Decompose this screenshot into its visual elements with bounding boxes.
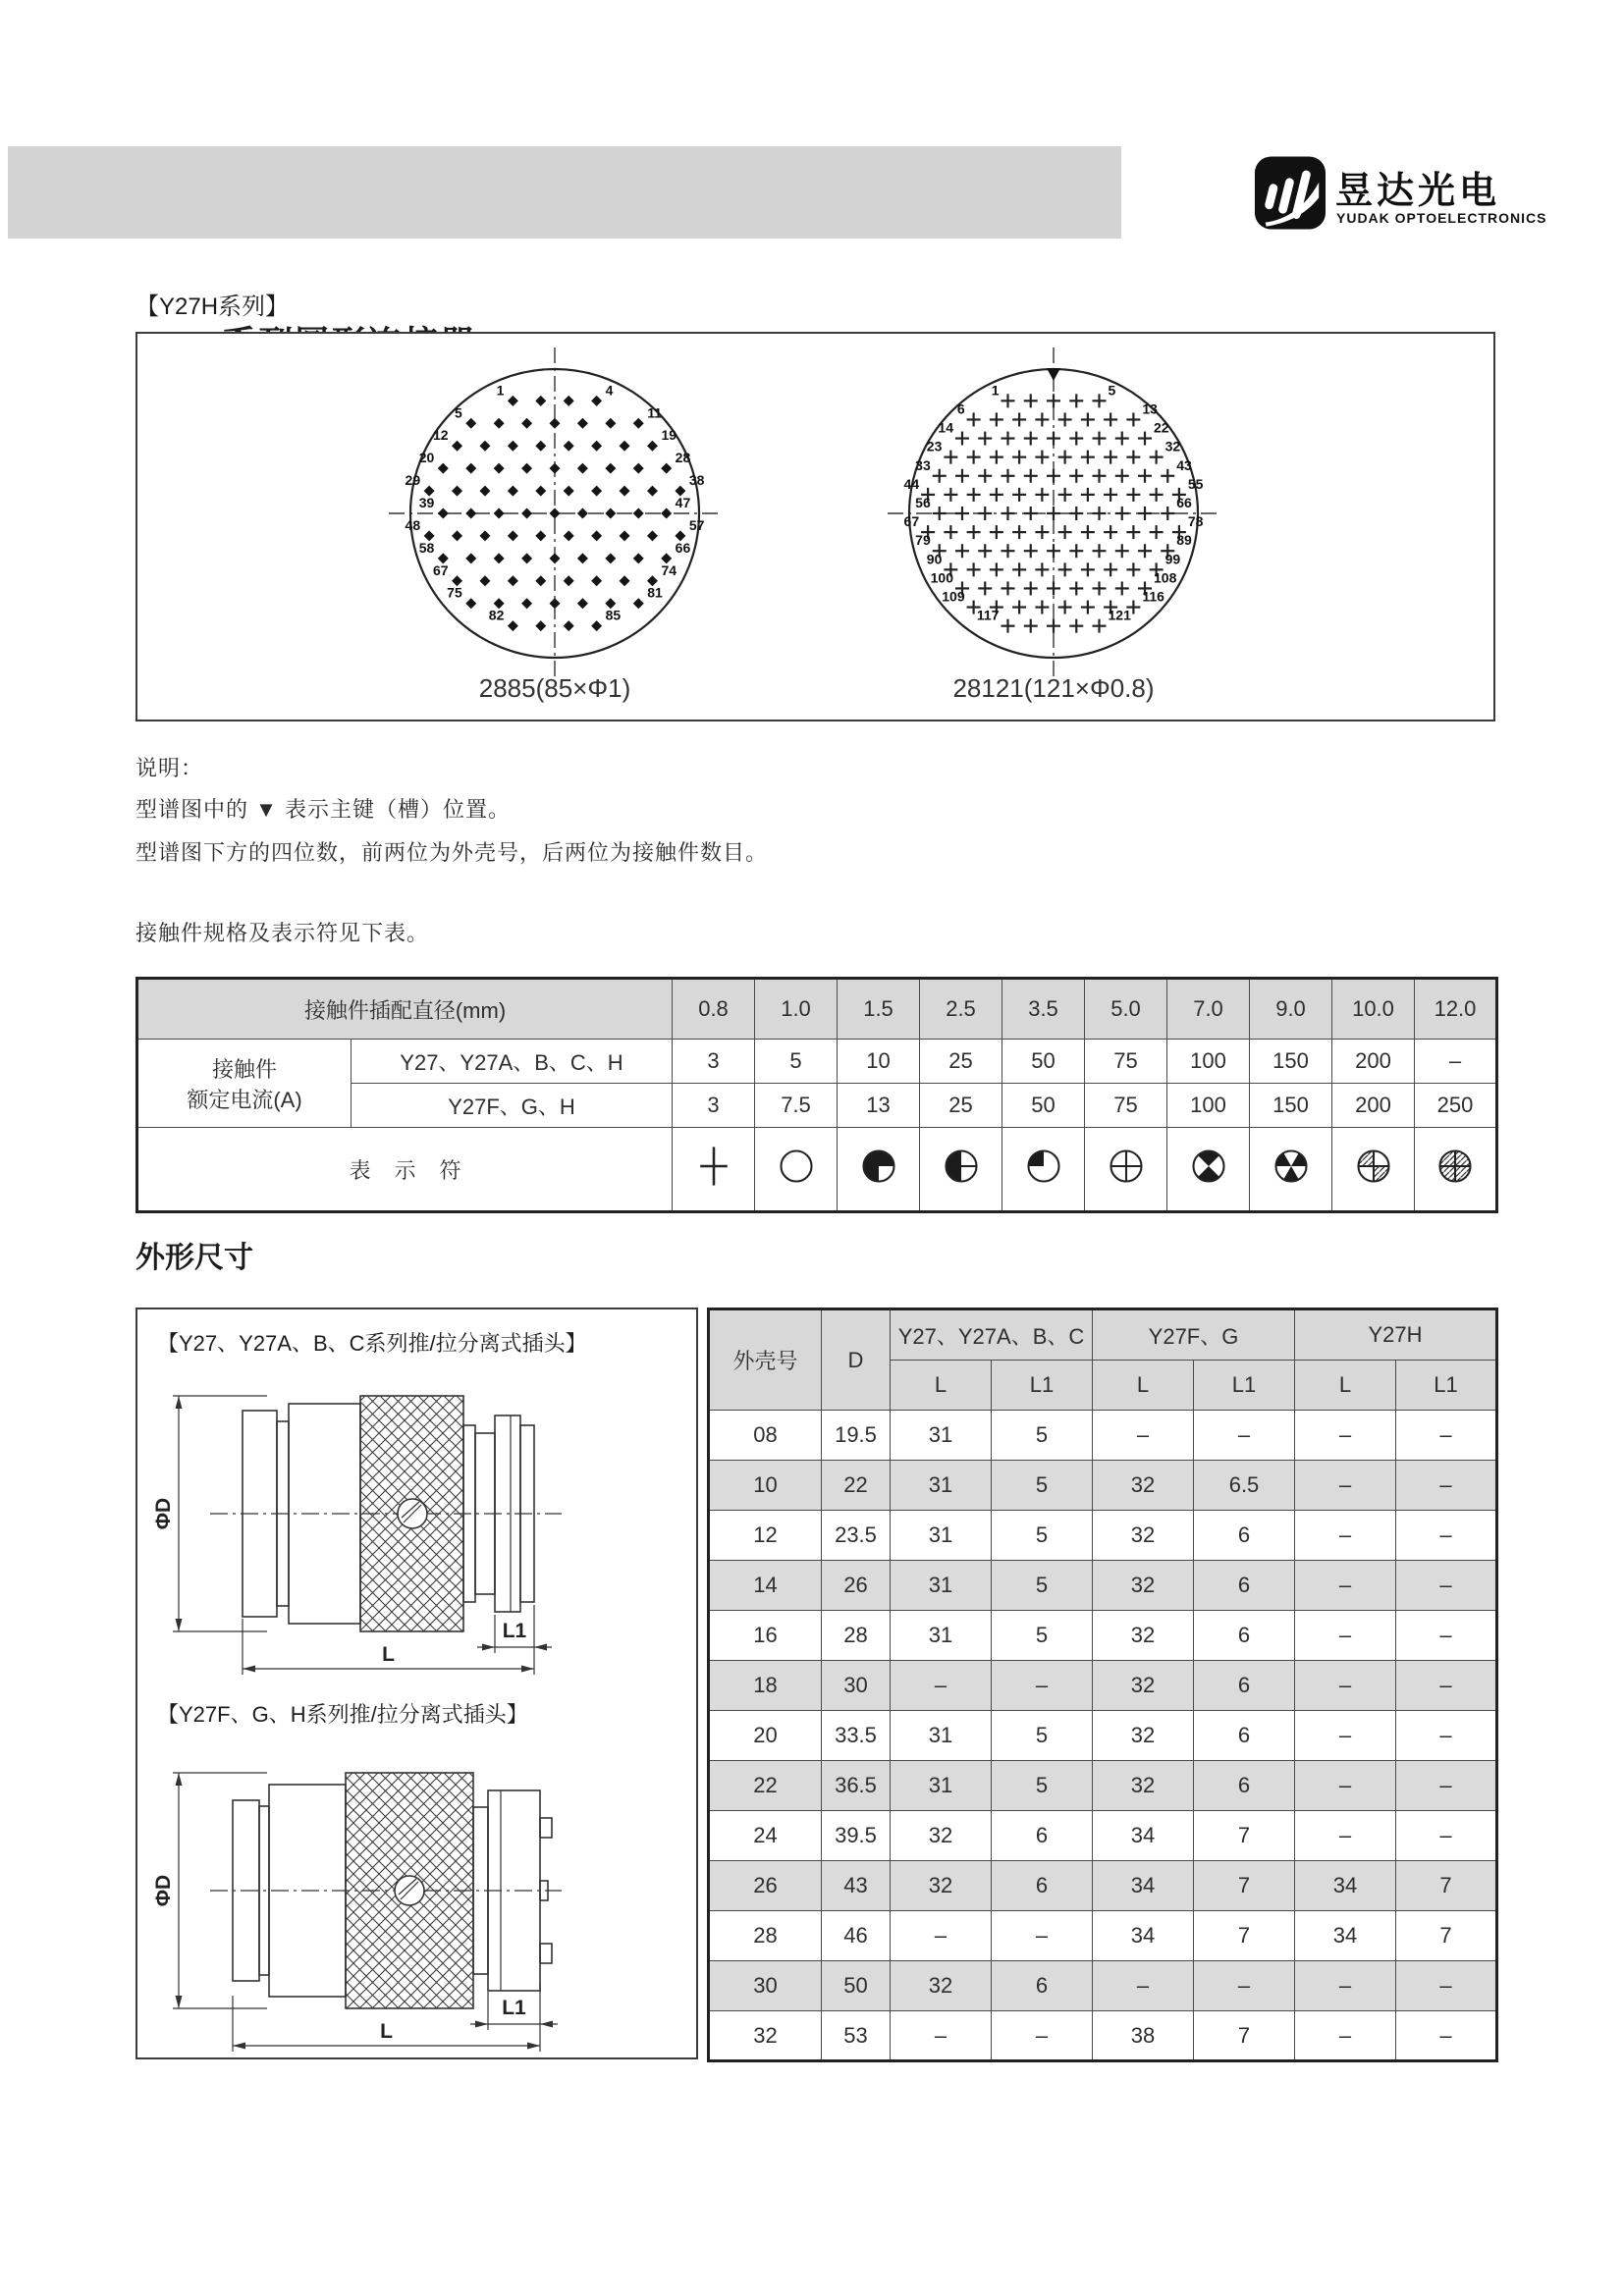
symbol-row-label: 表示符 <box>137 1128 673 1212</box>
svg-text:67: 67 <box>903 513 920 530</box>
circle-hatch-two-quadrants-icon <box>1332 1128 1415 1212</box>
svg-text:ΦD: ΦD <box>152 1497 175 1530</box>
dimension-cell: 32 <box>1093 1561 1194 1611</box>
dimension-cell: 32 <box>1093 1511 1194 1561</box>
dimension-cell: 30 <box>822 1661 891 1711</box>
dimension-cell: 5 <box>992 1411 1093 1461</box>
dimension-cell: 32 <box>1093 1461 1194 1511</box>
current-value: 25 <box>920 1040 1002 1084</box>
current-value: 100 <box>1167 1040 1250 1084</box>
dimension-cell: 39.5 <box>822 1811 891 1861</box>
svg-text:4: 4 <box>605 382 614 399</box>
svg-text:43: 43 <box>1176 456 1192 473</box>
svg-text:29: 29 <box>405 472 421 489</box>
shell-number-cell: 16 <box>709 1611 822 1661</box>
svg-text:109: 109 <box>942 588 965 605</box>
plug-drawing-label: 【Y27F、G、H系列推/拉分离式插头】 <box>157 1702 528 1727</box>
dimension-cell: 32 <box>891 1861 992 1911</box>
current-value: 200 <box>1332 1084 1415 1128</box>
svg-text:6: 6 <box>956 400 965 417</box>
svg-text:32: 32 <box>1164 438 1181 454</box>
current-value: 13 <box>838 1084 920 1128</box>
dimension-cell: 34 <box>1093 1811 1194 1861</box>
brand-name-cn: 昱达光电 <box>1335 171 1501 212</box>
svg-text:121: 121 <box>1108 607 1131 623</box>
dimension-cell: – <box>992 1911 1093 1961</box>
dimension-cell: – <box>1396 1461 1497 1511</box>
diameter-value: 7.0 <box>1167 979 1250 1040</box>
current-value: 75 <box>1085 1084 1167 1128</box>
dimension-cell: 26 <box>822 1561 891 1611</box>
svg-text:99: 99 <box>1164 551 1181 567</box>
current-value: 50 <box>1002 1040 1085 1084</box>
notes-title: 说明： <box>135 756 204 780</box>
dimension-cell: – <box>1295 1661 1396 1711</box>
dimension-cell: 33.5 <box>822 1711 891 1761</box>
svg-text:23: 23 <box>926 438 943 454</box>
svg-text:75: 75 <box>447 584 462 601</box>
circle-pinwheel-6-icon <box>1250 1128 1332 1212</box>
plug-drawing-y27fgh <box>149 1734 571 2057</box>
group-header: Y27、Y27A、B、C <box>891 1309 1093 1361</box>
series-name: Y27F、G、H <box>352 1084 673 1128</box>
dimension-cell: 46 <box>822 1911 891 1961</box>
shell-number-cell: 14 <box>709 1561 822 1611</box>
dimension-cell: 7 <box>1396 1861 1497 1911</box>
pin-diagram-28121 <box>867 327 1240 700</box>
svg-text:1: 1 <box>496 382 505 399</box>
svg-text:11: 11 <box>647 404 663 421</box>
current-value: 75 <box>1085 1040 1167 1084</box>
dimension-cell: – <box>1295 1711 1396 1761</box>
circle-bowtie-vertical-icon <box>1167 1128 1250 1212</box>
shell-number-cell: 18 <box>709 1661 822 1711</box>
dimension-cell: – <box>1295 1411 1396 1461</box>
current-value: 3 <box>673 1084 755 1128</box>
current-value: 7.5 <box>755 1084 838 1128</box>
dimension-cell: – <box>1295 1511 1396 1561</box>
svg-text:22: 22 <box>1154 419 1169 436</box>
svg-text:74: 74 <box>661 561 677 578</box>
shell-number-cell: 30 <box>709 1961 822 2011</box>
dimension-cell: 32 <box>891 1811 992 1861</box>
current-value: 50 <box>1002 1084 1085 1128</box>
circle-three-quarter-icon <box>838 1128 920 1212</box>
dimension-cell: 6 <box>1194 1561 1295 1611</box>
svg-text:67: 67 <box>432 561 449 578</box>
svg-text:5: 5 <box>454 404 462 421</box>
dimension-cell: 32 <box>1093 1661 1194 1711</box>
table-row <box>709 1561 1497 1611</box>
dimension-cell: – <box>891 1661 992 1711</box>
dimension-cell: – <box>992 1661 1093 1711</box>
diameter-value: 9.0 <box>1250 979 1332 1040</box>
svg-text:ΦD: ΦD <box>152 1874 175 1907</box>
dimension-cell: 6 <box>1194 1711 1295 1761</box>
dimension-cell: 38 <box>1093 2011 1194 2061</box>
table-row <box>709 1611 1497 1661</box>
dimension-cell: 31 <box>891 1761 992 1811</box>
svg-text:48: 48 <box>405 516 421 533</box>
dimension-cell: 34 <box>1093 1911 1194 1961</box>
dimension-cell: 50 <box>822 1961 891 2011</box>
svg-text:39: 39 <box>418 495 435 510</box>
shell-number-cell: 26 <box>709 1861 822 1911</box>
table-row <box>709 1711 1497 1761</box>
svg-text:55: 55 <box>1187 475 1204 492</box>
dimension-cell: 5 <box>992 1761 1093 1811</box>
diameter-value: 0.8 <box>673 979 755 1040</box>
series-heading: 【Y27H系列】 <box>135 294 290 320</box>
svg-text:38: 38 <box>688 472 705 489</box>
dimension-cell: 31 <box>891 1511 992 1561</box>
sub-header: L <box>1295 1361 1396 1411</box>
svg-text:79: 79 <box>915 532 931 549</box>
dimension-cell: – <box>1396 1611 1497 1661</box>
svg-text:78: 78 <box>1187 513 1204 530</box>
current-value: 100 <box>1167 1084 1250 1128</box>
dimension-cell: – <box>891 2011 992 2061</box>
table-row <box>709 1661 1497 1711</box>
sub-header: L1 <box>1194 1361 1295 1411</box>
shell-number-cell: 32 <box>709 2011 822 2061</box>
diameter-value: 1.5 <box>838 979 920 1040</box>
dimension-cell: – <box>1295 1761 1396 1811</box>
dimension-cell: – <box>1093 1961 1194 2011</box>
dimension-cell: 36.5 <box>822 1761 891 1811</box>
sub-header: L1 <box>992 1361 1093 1411</box>
dimension-cell: 23.5 <box>822 1511 891 1561</box>
svg-text:L1: L1 <box>502 1997 526 2019</box>
rated-current-label-line2: 额定电流(A) <box>187 1087 302 1112</box>
d-header: D <box>822 1309 891 1411</box>
current-value: 5 <box>755 1040 838 1084</box>
circle-half-left-cross-icon <box>920 1128 1002 1212</box>
dimension-cell: 7 <box>1194 2011 1295 2061</box>
dimension-cell: – <box>992 2011 1093 2061</box>
pin-diagram-panel <box>135 332 1495 721</box>
dimension-cell: – <box>1396 1661 1497 1711</box>
rated-current-label-line1: 接触件 <box>211 1056 277 1082</box>
circle-quarter-tl-icon <box>1002 1128 1085 1212</box>
dimension-cell: 5 <box>992 1561 1093 1611</box>
svg-text:33: 33 <box>915 456 931 473</box>
dimension-cell: 7 <box>1194 1811 1295 1861</box>
dimension-cell: – <box>1295 1611 1396 1661</box>
table-row <box>709 1961 1497 2011</box>
shell-number-cell: 12 <box>709 1511 822 1561</box>
svg-text:66: 66 <box>1176 495 1192 510</box>
svg-text:89: 89 <box>1176 532 1192 549</box>
svg-text:13: 13 <box>1142 400 1158 417</box>
dimension-cell: – <box>1194 1411 1295 1461</box>
dimension-cell: – <box>1396 1511 1497 1561</box>
dimension-cell: 32 <box>1093 1611 1194 1661</box>
dimension-cell: – <box>891 1911 992 1961</box>
plug-drawing-label: 【Y27、Y27A、B、C系列推/拉分离式插头】 <box>157 1331 587 1356</box>
dimension-cell: 34 <box>1295 1911 1396 1961</box>
dimension-cell: 7 <box>1194 1911 1295 1961</box>
svg-text:81: 81 <box>647 584 663 601</box>
sub-header: L1 <box>1396 1361 1497 1411</box>
svg-text:44: 44 <box>903 475 920 492</box>
svg-text:L: L <box>380 2020 393 2043</box>
dimension-cell: – <box>1295 1561 1396 1611</box>
dimension-cell: 32 <box>1093 1761 1194 1811</box>
dimension-cell: 31 <box>891 1561 992 1611</box>
current-value: 150 <box>1250 1084 1332 1128</box>
dimension-cell: – <box>1295 2011 1396 2061</box>
brand-logo-icon <box>1254 155 1326 231</box>
dimension-cell: – <box>1093 1411 1194 1461</box>
current-value: 25 <box>920 1084 1002 1128</box>
dimension-cell: – <box>1295 1811 1396 1861</box>
diameter-value: 10.0 <box>1332 979 1415 1040</box>
current-value: 200 <box>1332 1040 1415 1084</box>
circle-empty-icon <box>755 1128 838 1212</box>
table-row <box>709 1461 1497 1511</box>
diameter-value: 1.0 <box>755 979 838 1040</box>
dimension-cell: 6.5 <box>1194 1461 1295 1511</box>
dimension-cell: – <box>1396 1561 1497 1611</box>
circle-hatch-full-icon <box>1415 1128 1497 1212</box>
dimension-cell: 5 <box>992 1511 1093 1561</box>
dimension-cell: 19.5 <box>822 1411 891 1461</box>
group-header: Y27H <box>1295 1309 1497 1361</box>
svg-text:L: L <box>382 1643 395 1666</box>
svg-text:12: 12 <box>432 427 449 444</box>
plug-drawing-y27abc <box>149 1357 571 1681</box>
shell-number-cell: 24 <box>709 1811 822 1861</box>
current-value: 3 <box>673 1040 755 1084</box>
sub-header: L <box>891 1361 992 1411</box>
svg-text:82: 82 <box>488 607 505 623</box>
series-name: Y27、Y27A、B、C、H <box>352 1040 673 1084</box>
diameter-value: 3.5 <box>1002 979 1085 1040</box>
svg-text:90: 90 <box>926 551 943 567</box>
diameter-value: 2.5 <box>920 979 1002 1040</box>
dimension-cell: – <box>1396 1411 1497 1461</box>
pin-diagram-2885 <box>368 327 741 700</box>
dimension-cell: 5 <box>992 1711 1093 1761</box>
dimension-cell: 32 <box>891 1961 992 2011</box>
dimension-cell: 7 <box>1194 1861 1295 1911</box>
dimension-cell: 6 <box>1194 1661 1295 1711</box>
dimension-cell: 5 <box>992 1611 1093 1661</box>
plus-contact-icon <box>673 1128 755 1212</box>
contact-spec-table <box>135 977 1498 1213</box>
table-row <box>709 1411 1497 1461</box>
brand-name-en: YUDAK OPTOELECTRONICS <box>1336 210 1547 226</box>
table-row <box>709 2011 1497 2061</box>
dimension-cell: – <box>1396 1811 1497 1861</box>
svg-text:117: 117 <box>976 607 1000 623</box>
dimension-cell: 6 <box>1194 1611 1295 1661</box>
note-line: 型谱图中的 ▼ 表示主键（槽）位置。 <box>135 797 512 822</box>
group-header: Y27F、G <box>1093 1309 1295 1361</box>
svg-text:20: 20 <box>418 450 435 466</box>
shell-number-cell: 28 <box>709 1911 822 1961</box>
dimensions-table <box>707 1308 1498 2062</box>
header-bar <box>8 146 1121 239</box>
note-line: 型谱图下方的四位数，前两位为外壳号，后两位为接触件数目。 <box>135 840 769 865</box>
dimension-cell: – <box>1396 1761 1497 1811</box>
dimension-cell: 53 <box>822 2011 891 2061</box>
svg-text:14: 14 <box>938 419 953 436</box>
table-row <box>709 1811 1497 1861</box>
dimension-cell: 32 <box>1093 1711 1194 1761</box>
svg-text:57: 57 <box>688 516 705 533</box>
dimension-cell: – <box>1396 1961 1497 2011</box>
svg-text:47: 47 <box>675 495 691 510</box>
dimension-cell: – <box>1295 1961 1396 2011</box>
dimension-cell: 22 <box>822 1461 891 1511</box>
svg-text:1: 1 <box>991 382 1000 399</box>
dimension-cell: 7 <box>1396 1911 1497 1961</box>
table-row <box>709 1761 1497 1811</box>
dimension-cell: 31 <box>891 1461 992 1511</box>
table-row <box>709 1861 1497 1911</box>
dimension-cell: 34 <box>1093 1861 1194 1911</box>
svg-text:5: 5 <box>1108 382 1116 399</box>
svg-text:108: 108 <box>1154 569 1177 586</box>
current-value: 150 <box>1250 1040 1332 1084</box>
dimension-cell: – <box>1194 1961 1295 2011</box>
svg-text:56: 56 <box>915 495 931 510</box>
svg-text:58: 58 <box>418 539 435 556</box>
dimension-cell: 28 <box>822 1611 891 1661</box>
diameter-value: 12.0 <box>1415 979 1497 1040</box>
dimension-cell: 6 <box>992 1861 1093 1911</box>
svg-text:100: 100 <box>930 569 953 586</box>
sub-header: L <box>1093 1361 1194 1411</box>
dimension-cell: 6 <box>992 1961 1093 2011</box>
shell-number-header: 外壳号 <box>709 1309 822 1411</box>
current-value: 250 <box>1415 1084 1497 1128</box>
shell-number-cell: 08 <box>709 1411 822 1461</box>
shell-number-cell: 22 <box>709 1761 822 1811</box>
svg-text:L1: L1 <box>502 1620 527 1642</box>
svg-text:19: 19 <box>661 427 677 444</box>
dimension-cell: 6 <box>992 1811 1093 1861</box>
note-line: 接触件规格及表示符见下表。 <box>135 921 430 945</box>
svg-text:85: 85 <box>605 607 622 623</box>
dimension-cell: 34 <box>1295 1861 1396 1911</box>
current-value: – <box>1415 1040 1497 1084</box>
dimension-cell: – <box>1295 1461 1396 1511</box>
svg-text:66: 66 <box>675 539 691 556</box>
shell-number-cell: 20 <box>709 1711 822 1761</box>
current-value: 10 <box>838 1040 920 1084</box>
dimension-cell: 6 <box>1194 1761 1295 1811</box>
dimension-cell: – <box>1396 1711 1497 1761</box>
diagram-caption: 28121(121×Φ0.8) <box>952 673 1155 703</box>
dimension-cell: 43 <box>822 1861 891 1911</box>
diameter-header: 接触件插配直径(mm) <box>137 979 673 1040</box>
table-row <box>709 1911 1497 1961</box>
circle-cross-icon <box>1085 1128 1167 1212</box>
dimension-cell: 6 <box>1194 1511 1295 1561</box>
table-row <box>709 1511 1497 1561</box>
diameter-value: 5.0 <box>1085 979 1167 1040</box>
dimension-cell: 5 <box>992 1461 1093 1511</box>
diagram-caption: 2885(85×Φ1) <box>478 673 631 703</box>
svg-text:28: 28 <box>675 450 691 466</box>
outline-dimensions-heading: 外形尺寸 <box>135 1242 253 1274</box>
dimension-cell: 31 <box>891 1411 992 1461</box>
rated-current-label <box>137 1040 352 1128</box>
dimension-cell: 31 <box>891 1711 992 1761</box>
svg-text:116: 116 <box>1142 588 1164 605</box>
dimension-cell: – <box>1396 2011 1497 2061</box>
shell-number-cell: 10 <box>709 1461 822 1511</box>
dimension-cell: 31 <box>891 1611 992 1661</box>
